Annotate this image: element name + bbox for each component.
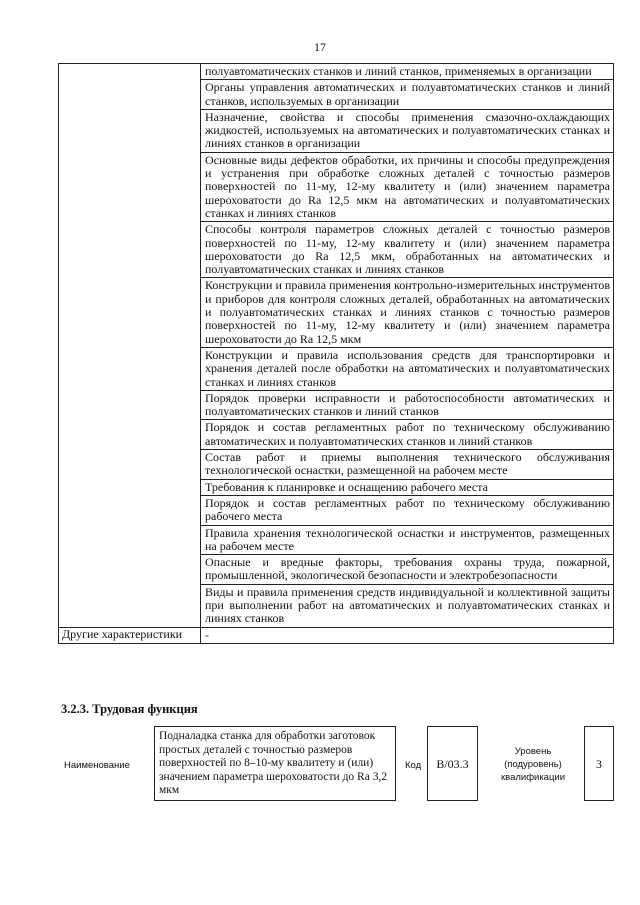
page-number: 17 <box>314 40 326 54</box>
table-cell: Виды и правила применения средств индивидуальной и коллективной защиты при выполнении работ на автоматических и полуавтоматических станках и линиях станков <box>201 584 614 627</box>
table-cell: Порядок и состав регламентных работ по техническому обслуживанию автоматических и полуавтоматических станков и линий станков <box>201 420 614 450</box>
name-label: Наименование <box>64 760 130 771</box>
other-characteristics-row <box>59 627 614 643</box>
other-characteristics-value: - <box>201 627 614 643</box>
qualification-level-label: Уровень (подуровень) квалификации <box>500 746 566 783</box>
table-cell: Порядок и состав регламентных работ по техническому обслуживанию рабочего места <box>201 495 614 525</box>
table-cell: Конструкции и правила применения контрольно-измерительных инструментов и приборов для контроля сложных деталей, обработанных на автоматических и полуавтоматических станках и линиях станков с точностью размеров поверхностей по 11-му, 12-му квалитету и (или) значением параметра шероховатости до Ra 12,5 мкм <box>201 278 614 347</box>
table-cell: Порядок проверки исправности и работоспособности автоматических и полуавтоматических станков и линий станков <box>201 390 614 420</box>
section-title: 3.2.3. Трудовая функция <box>61 702 198 716</box>
table-cell: Назначение, свойства и способы применения смазочно-охлаждающих жидкостей, используемых на автоматических и полуавтоматических станках и линиях станков в организации <box>201 109 614 152</box>
other-characteristics-label: Другие характеристики <box>59 627 201 643</box>
table-cell: Состав работ и приемы выполнения технического обслуживания технологической оснастки, размещенной на рабочем месте <box>201 450 614 480</box>
table-row <box>59 64 614 80</box>
table-cell: Требования к планировке и оснащению рабочего места <box>201 479 614 495</box>
table-cell: Основные виды дефектов обработки, их причины и способы предупреждения и устранения при обработке сложных деталей с точностью размеров поверхностей по 11-му, 12-му квалитету и (или) значением параметра шероховатости до Ra 12,5 мкм на автоматических и полуавтоматических станках и линиях станков <box>201 152 614 221</box>
table-cell: Опасные и вредные факторы, требования охраны труда, пожарной, промышленной, экологической безопасности и электробезопасности <box>201 555 614 585</box>
name-value-box: Подналадка станка для обработки заготовок простых деталей с точностью размеров поверхностей по 8–10-му квалитету и (или) значением параметра шероховатости до Ra 3,2 мкм <box>154 726 396 801</box>
code-value-box: B/03.3 <box>427 726 478 801</box>
table-cell: Конструкции и правила использования средств для транспортировки и хранения деталей после обработки на автоматических и полуавтоматических станках и линиях станков <box>201 347 614 390</box>
table-cell: Органы управления автоматических и полуавтоматических станков и линий станков, используемых в организации <box>201 80 614 110</box>
qualification-level-box: 3 <box>584 726 614 801</box>
table-cell: полуавтоматических станков и линий станков, применяемых в организации <box>201 64 614 80</box>
requirements-table <box>58 63 614 644</box>
table-cell: Способы контроля параметров сложных деталей с точностью размеров поверхностей по 11-му, 12-му квалитету и (или) значением параметра шероховатости до Ra 12,5 мкм, обработанных на автоматических и полуавтоматических станках и линиях станков <box>201 222 614 278</box>
code-label: Код <box>405 760 422 771</box>
table-cell: Правила хранения технологической оснастки и инструментов, размещенных на рабочем месте <box>201 525 614 555</box>
left-column-cell <box>59 64 201 628</box>
